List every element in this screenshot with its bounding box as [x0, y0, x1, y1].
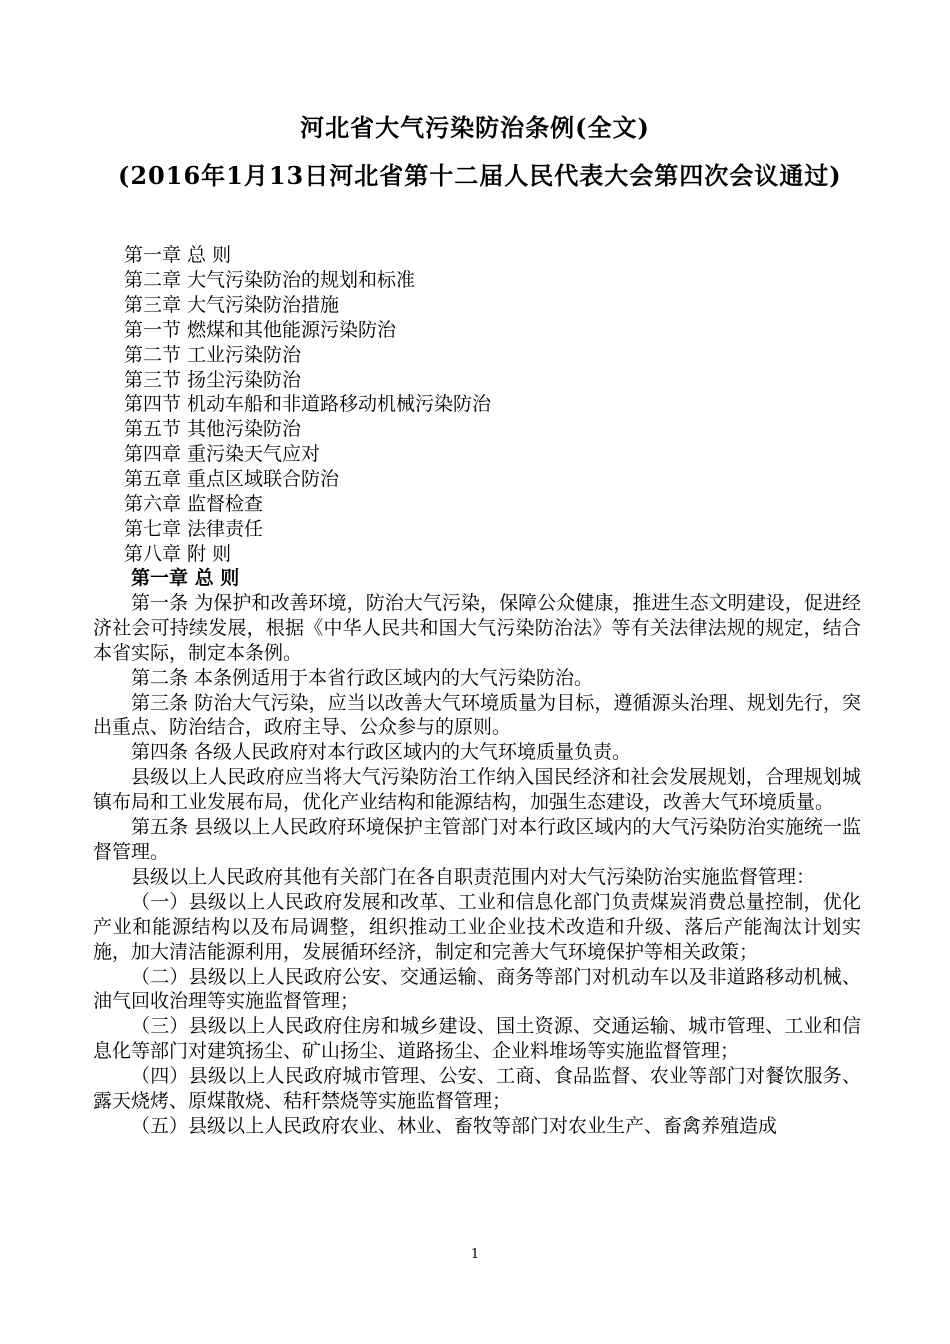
toc-item: 第八章 附 则 [124, 542, 232, 565]
chapter-heading: 第一章 总 则 [131, 567, 240, 589]
toc-item: 第二章 大气污染防治的规划和标准 [124, 268, 416, 291]
toc-item: 第五章 重点区域联合防治 [124, 468, 340, 491]
toc-item: 第一章 总 则 [124, 244, 232, 266]
paragraph: （三）县级以上人民政府住房和城乡建设、国土资源、交通运输、城市管理、工业和信息化等部门对建筑扬尘、矿山扬尘、道路扬尘、企业料堆场等实施监督管理； [93, 1015, 861, 1063]
document-title: 河北省大气污染防治条例(全文) [300, 113, 650, 142]
paragraph: 县级以上人民政府其他有关部门在各自职责范围内对大气污染防治实施监督管理： [131, 865, 816, 888]
toc-item: 第六章 监督检查 [124, 493, 264, 516]
table-of-contents [124, 243, 844, 567]
toc-item: 第五节 其他污染防治 [124, 418, 302, 441]
paragraph: （五）县级以上人民政府农业、林业、畜牧等部门对农业生产、畜禽养殖造成 [131, 1114, 778, 1137]
toc-item: 第二节 工业污染防治 [124, 343, 302, 366]
paragraph: （四）县级以上人民政府城市管理、公安、工商、食品监督、农业等部门对餐饮服务、露天烧烤、原煤散烧、秸秆禁烧等实施监督管理； [93, 1065, 861, 1113]
paragraph: 第四条 各级人民政府对本行政区域内的大气环境质量负责。 [131, 741, 632, 764]
toc-item: 第三节 扬尘污染防治 [124, 368, 302, 391]
paragraph: 县级以上人民政府应当将大气污染防治工作纳入国民经济和社会发展规划，合理规划城镇布局和工业发展布局，优化产业结构和能源结构，加强生态建设，改善大气环境质量。 [93, 766, 861, 814]
paragraph: 第五条 县级以上人民政府环境保护主管部门对本行政区域内的大气污染防治实施统一监督管理。 [93, 816, 861, 863]
paragraph: （二）县级以上人民政府公安、交通运输、商务等部门对机动车以及非道路移动机械、油气回收治理等实施监督管理； [93, 965, 861, 1013]
toc-item: 第四节 机动车船和非道路移动机械污染防治 [124, 393, 492, 416]
toc-item: 第一节 燃煤和其他能源污染防治 [124, 318, 397, 341]
toc-item: 第三章 大气污染防治措施 [124, 293, 340, 316]
paragraph: 第三条 防治大气污染，应当以改善大气环境质量为目标，遵循源头治理、规划先行，突出重点、防治结合，政府主导、公众参与的原则。 [93, 691, 861, 739]
toc-item: 第四章 重污染天气应对 [124, 443, 321, 466]
document-subtitle: (2016年1月13日河北省第十二届人民代表大会第四次会议通过) [118, 161, 842, 190]
page-number: 1 [470, 1247, 480, 1262]
paragraph: 第二条 本条例适用于本省行政区域内的大气污染防治。 [131, 666, 594, 689]
paragraph: 第一条 为保护和改善环境，防治大气污染，保障公众健康，推进生态文明建设，促进经济社会可持续发展，根据《中华人民共和国大气污染防治法》等有关法律法规的规定，结合本省实际，制定本条例。 [93, 591, 861, 664]
paragraph: （一）县级以上人民政府发展和改革、工业和信息化部门负责煤炭消费总量控制，优化产业和能源结构以及布局调整，组织推动工业企业技术改造和升级、落后产能淘汰计划实施，加大清洁能源利用，发展循环经济，制定和完善大气环境保护等相关政策； [93, 890, 861, 963]
document-body [93, 566, 861, 1139]
toc-item: 第七章 法律责任 [124, 517, 264, 540]
